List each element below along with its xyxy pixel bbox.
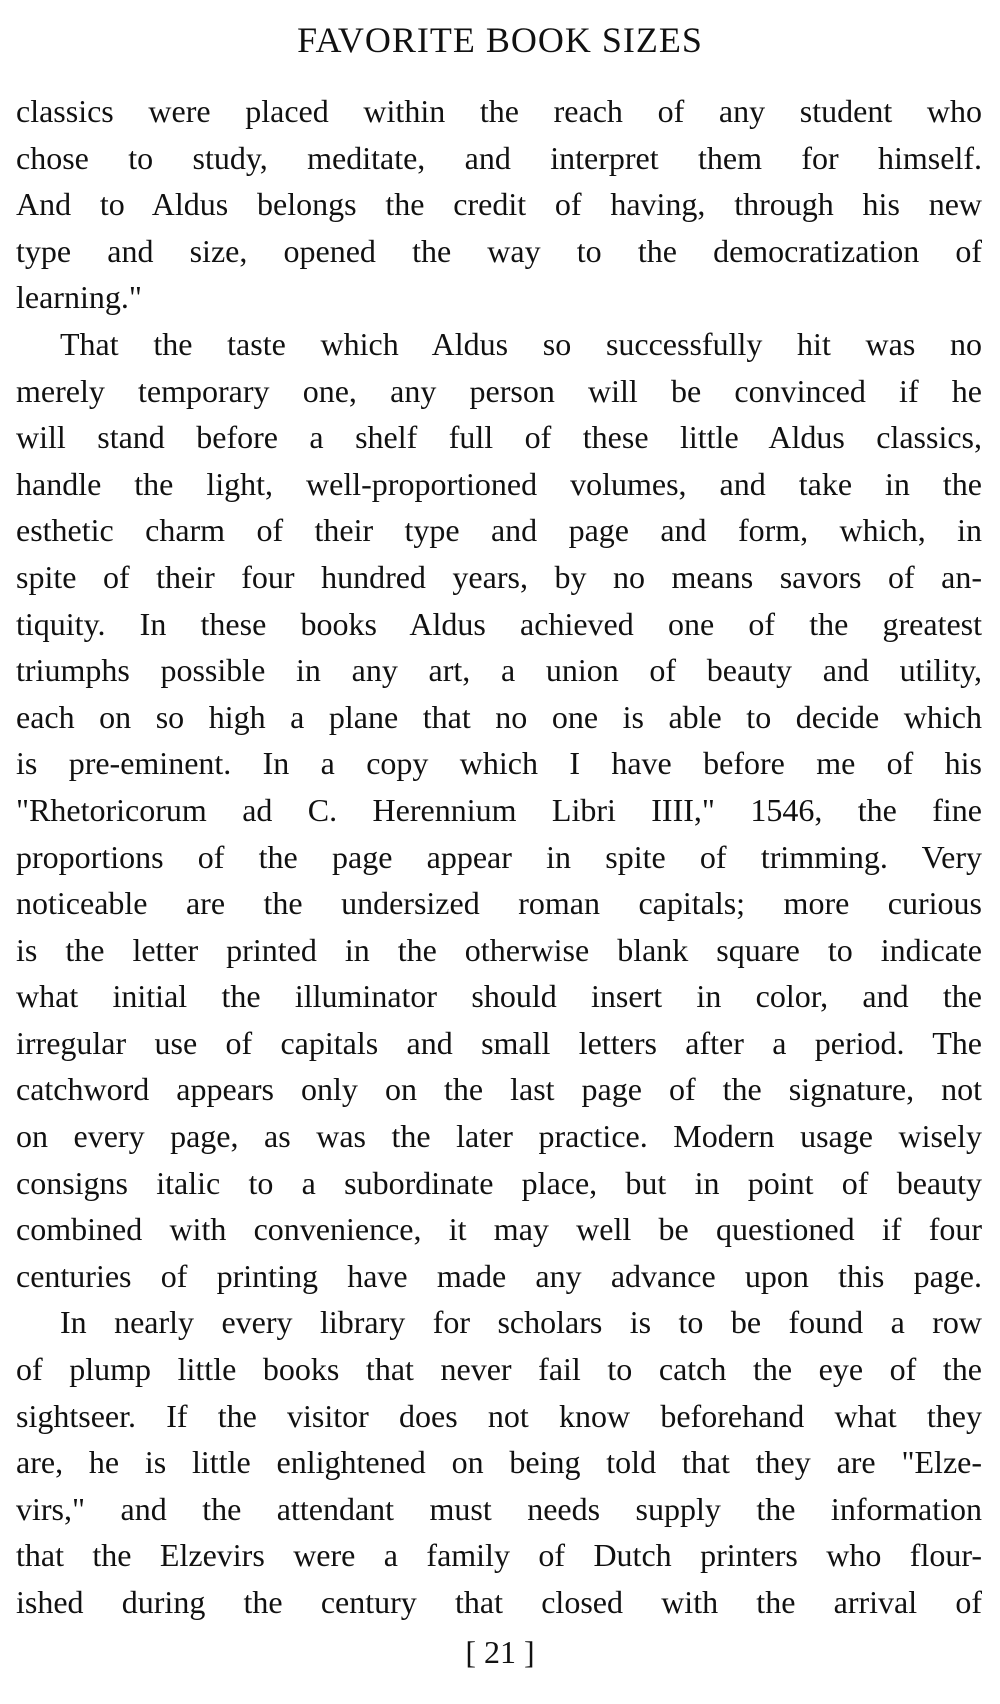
- text-line: of plump little books that never fail to catch the eye of the: [16, 1351, 982, 1388]
- paragraph-2: [16, 321, 982, 1299]
- running-head: FAVORITE BOOK SIZES: [297, 20, 703, 60]
- text-line: catchword appears only on the last page of the signature, not: [16, 1071, 982, 1108]
- text-line: centuries of printing have made any advance upon this page.: [16, 1257, 982, 1294]
- text-line: spite of their four hundred years, by no means savors of an-: [16, 558, 982, 595]
- text-line: combined with convenience, it may well be questioned if four: [16, 1211, 982, 1248]
- text-line: "Rhetoricorum ad C. Herennium Libri IIII," 1546, the fine: [16, 791, 982, 828]
- body-text: [16, 88, 982, 1626]
- text-line: will stand before a shelf full of these little Aldus classics,: [16, 419, 982, 456]
- text-line: irregular use of capitals and small letters after a period. The: [16, 1024, 982, 1061]
- text-line: on every page, as was the later practice. Modern usage wisely: [16, 1118, 982, 1155]
- page-number: [ 21 ]: [465, 1634, 535, 1670]
- text-line: proportions of the page appear in spite of trimming. Very: [16, 838, 982, 875]
- text-line: consigns italic to a subordinate place, but in point of beauty: [16, 1164, 982, 1201]
- text-line: is the letter printed in the otherwise blank square to indicate: [16, 931, 982, 968]
- text-line: esthetic charm of their type and page and form, which, in: [16, 512, 982, 549]
- paragraph-1: [16, 88, 982, 321]
- text-line: is pre-eminent. In a copy which I have before me of his: [16, 745, 982, 782]
- text-line: are, he is little enlightened on being told that they are "Elze-: [16, 1444, 982, 1481]
- text-line: triumphs possible in any art, a union of beauty and utility,: [16, 652, 982, 689]
- text-line: type and size, opened the way to the democratization of: [16, 232, 982, 269]
- text-line: noticeable are the undersized roman capitals; more curious: [16, 885, 982, 922]
- text-line: chose to study, meditate, and interpret them for himself.: [16, 139, 982, 176]
- text-line: virs," and the attendant must needs supply the information: [16, 1490, 982, 1527]
- text-line: classics were placed within the reach of any student who: [16, 93, 982, 129]
- text-line: each on so high a plane that no one is able to decide which: [16, 698, 982, 735]
- text-line: handle the light, well-proportioned volumes, and take in the: [16, 465, 982, 502]
- text-line: learning.": [16, 279, 142, 316]
- text-line: In nearly every library for scholars is to be found a row: [60, 1304, 982, 1341]
- paragraph-3: [16, 1299, 982, 1625]
- text-line: that the Elzevirs were a family of Dutch printers who flour-: [16, 1537, 982, 1574]
- text-line: And to Aldus belongs the credit of having, through his new: [16, 186, 982, 223]
- text-line: merely temporary one, any person will be convinced if he: [16, 372, 982, 409]
- text-line: what initial the illuminator should insert in color, and the: [16, 978, 982, 1015]
- text-line: ished during the century that closed with the arrival of: [16, 1584, 982, 1620]
- text-line: tiquity. In these books Aldus achieved one of the greatest: [16, 605, 982, 642]
- text-line: sightseer. If the visitor does not know beforehand what they: [16, 1397, 982, 1434]
- text-line: That the taste which Aldus so successfully hit was no: [60, 325, 982, 362]
